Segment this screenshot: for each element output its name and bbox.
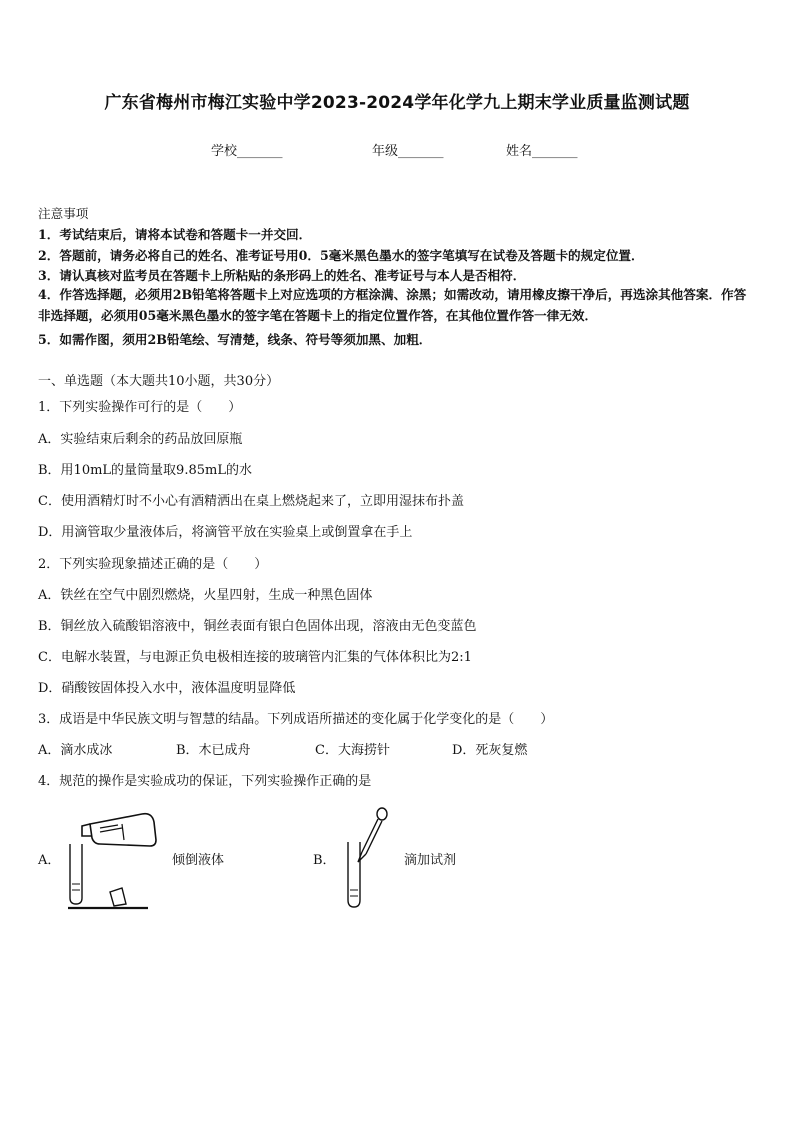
stopper-icon <box>110 888 126 906</box>
notice-item: 5．如需作图，须用2B铅笔绘、写清楚，线条、符号等须加黑、加粗． <box>38 332 432 347</box>
notice-item: 4．作答选择题，必须用2B铅笔将答题卡上对应选项的方框涂满、涂黑；如需改动，请用橡皮擦干净后，再选涂其他答案．作答非选择题，必须用05毫米黑色墨水的签字笔在答题卡上的指定位置作答，在其他位置作答一律无效． <box>38 287 747 323</box>
option-c[interactable]: C．电解水装置，与电源正负电极相连接的玻璃管内汇集的气体体积比为2:1 <box>38 650 472 665</box>
option-a-caption: 倾倒液体 <box>172 853 225 868</box>
option-b[interactable]: B．铜丝放入硫酸铝溶液中，铜丝表面有银白色固体出现，溶液由无色变蓝色 <box>38 619 477 634</box>
test-tube-icon <box>70 844 82 904</box>
option-a[interactable]: A．滴水成冰 <box>38 743 113 758</box>
notice-heading: 注意事项 <box>38 206 89 221</box>
reagent-bottle-icon <box>82 814 156 846</box>
option-d[interactable]: D．用滴管取少量液体后，将滴管平放在实验桌上或倒置拿在手上 <box>38 525 413 540</box>
dropper-icon <box>358 808 387 862</box>
dropper-figure <box>336 804 396 912</box>
question-stem: 4．规范的操作是实验成功的保证，下列实验操作正确的是 <box>38 774 372 789</box>
grade-field[interactable]: 年级_______ <box>372 144 444 159</box>
notice-item: 2．答题前，请务必将自己的姓名、准考证号用0．5毫米黑色墨水的签字笔填写在试卷及答题卡的规定位置． <box>38 248 644 263</box>
option-b[interactable]: B．木已成舟 <box>176 743 251 758</box>
question-stem: 1．下列实验操作可行的是（ ） <box>38 400 242 415</box>
section-heading: 一、单选题（本大题共10小题，共30分） <box>38 374 280 389</box>
option-b[interactable]: B．用10mL的量筒量取9.85mL的水 <box>38 463 252 478</box>
option-d[interactable]: D．死灰复燃 <box>452 743 528 758</box>
option-c[interactable]: C．使用酒精灯时不小心有酒精洒出在桌上燃烧起来了，立即用湿抹布扑盖 <box>38 494 464 509</box>
option-b-letter[interactable]: B． <box>313 853 336 868</box>
option-a[interactable]: A．铁丝在空气中剧烈燃烧，火星四射，生成一种黑色固体 <box>38 588 373 603</box>
test-tube-icon <box>348 842 360 907</box>
exam-title: 广东省梅州市梅江实验中学2023-2024学年化学九上期末学业质量监测试题 <box>104 93 690 113</box>
name-field[interactable]: 姓名_______ <box>506 144 578 159</box>
pour-liquid-figure <box>66 800 162 912</box>
notice-item: 1．考试结束后，请将本试卷和答题卡一并交回． <box>38 227 312 242</box>
option-b-caption: 滴加试剂 <box>404 853 457 868</box>
question-stem: 2．下列实验现象描述正确的是（ ） <box>38 557 268 572</box>
notice-item: 3．请认真核对监考员在答题卡上所粘贴的条形码上的姓名、准考证号与本人是否相符． <box>38 268 526 283</box>
student-info-fields <box>0 140 794 160</box>
option-a-letter[interactable]: A． <box>38 853 61 868</box>
option-row <box>38 739 638 757</box>
option-c[interactable]: C．大海捞针 <box>315 743 390 758</box>
school-field[interactable]: 学校_______ <box>211 144 283 159</box>
option-a[interactable]: A．实验结束后剩余的药品放回原瓶 <box>38 432 243 447</box>
question-stem: 3．成语是中华民族文明与智慧的结晶。下列成语所描述的变化属于化学变化的是（ ） <box>38 712 554 727</box>
option-d[interactable]: D．硝酸铵固体投入水中，液体温度明显降低 <box>38 681 296 696</box>
